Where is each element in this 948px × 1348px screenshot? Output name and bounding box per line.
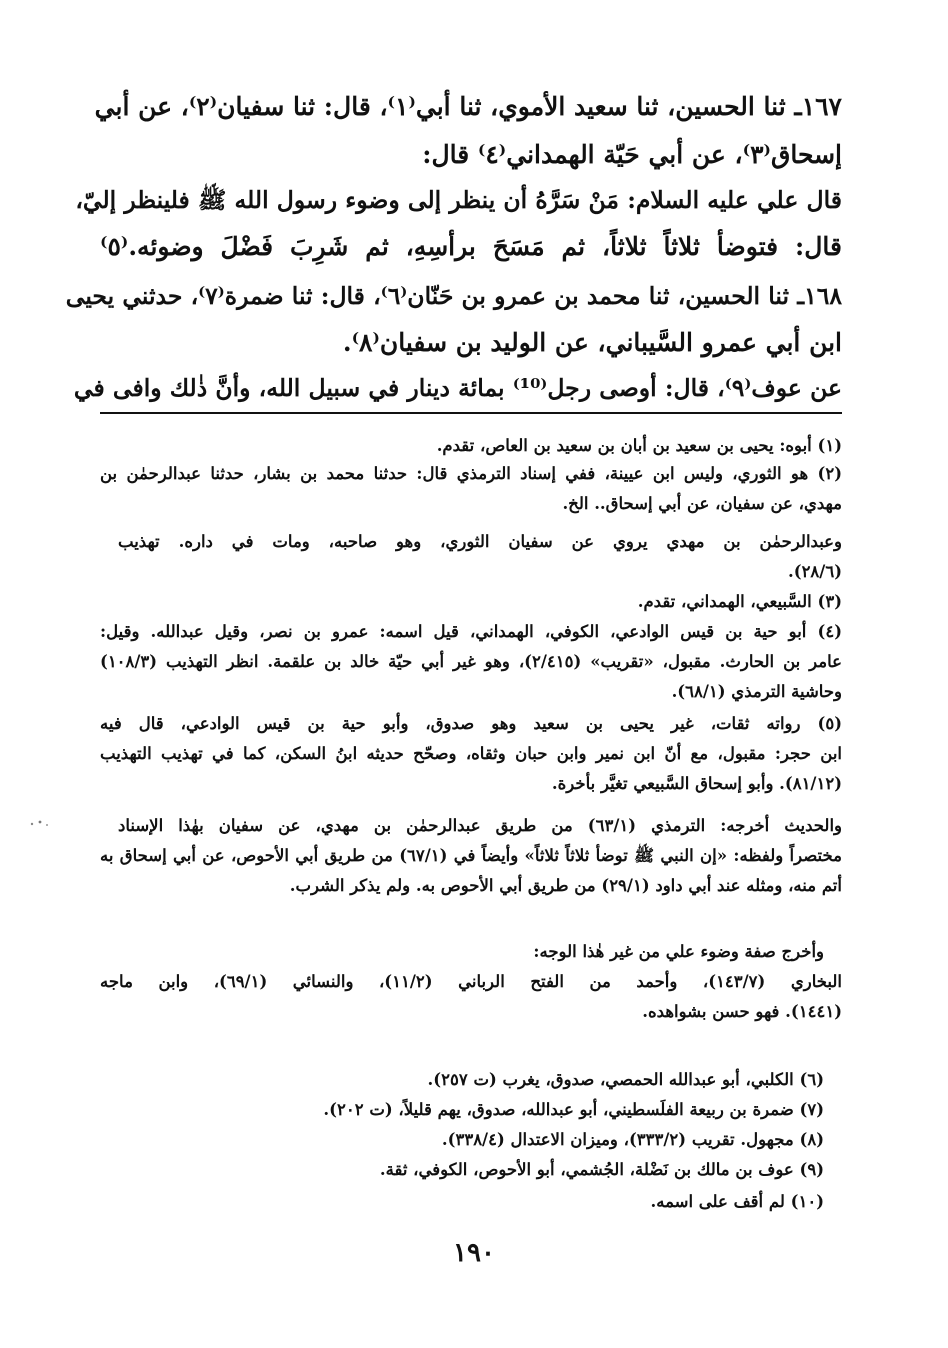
footnote-separator-rule (100, 412, 842, 414)
footnote-line: (١٤٤١). فهو حسن بشواهده. (642, 1002, 842, 1021)
main-line-1: ١٦٧ـ ثنا الحسين، ثنا سعيد الأموي، ثنا أبي⁽١⁾، قال: ثنا سفيان⁽٢⁾، عن أبي (94, 92, 842, 121)
footnote-line: (٤) أبو حية بن قيس الوادعي، الكوفي، الهمداني، قيل اسمه: عمرو بن نصر، وقيل عبدالله. وقيل: (100, 622, 842, 641)
main-line-4: قال: فتوضأ ثلاثاً ثلاثاً، ثم مَسَحَ برأسِهِ، ثم شَرِبَ فَضْلَ وضوئه.⁽٥⁾ (100, 232, 842, 261)
main-line-2: إسحاق⁽٣⁾، عن أبي حَيّة الهمداني⁽٤⁾ قال: (422, 140, 842, 169)
footnote-line: (٥) رواته ثقات، غير يحيى بن سعيد وهو صدوق، وأبو حية بن قيس الوادعي، قال فيه (100, 714, 842, 733)
footnote-line: عامر بن الحارث. مقبول، «تقريب» (٢/٤١٥)، وهو غير أبي حيّة خالد بن علقمة. انظر التهذيب (١٠٨/٣) (100, 652, 843, 671)
footnote-line: (١) أبوه: يحيى بن سعيد بن أبان بن سعيد بن العاص، تقدم. (436, 436, 842, 455)
footnote-line: (٢٨/٦). (788, 562, 842, 581)
footnote-line: (٨) مجهول. تقريب (٣٣٣/٢)، وميزان الاعتدال (٣٣٨/٤). (441, 1130, 824, 1149)
footnote-line: أتم منه، ومثله عند أبي داود (٢٩/١) من طريق أبي الأحوص به. ولم يذكر الشرب. (289, 876, 842, 895)
footnote-line: وحاشية الترمذي (٦٨/١). (671, 682, 842, 701)
main-line-3: قال علي عليه السلام: مَنْ سَرَّهُ أن ينظر إلى وضوء رسول الله ﷺ فلينظر إليّ، (75, 186, 842, 214)
footnote-line: ابن حجر: مقبول، مع أنّ ابن نمير وابن حبان وثقاه، وصحّح حديثه ابنُ السكن، كما في تهذيب التهذيب (100, 744, 842, 763)
main-line-7: عن عوف⁽٩⁾، قال: أوصى رجل⁽¹⁰⁾ بمائة دينار في سبيل الله، وأنَّ ذٰلك وافى في (73, 374, 842, 402)
footnote-line: وأخرج صفة وضوء علي من غير هٰذا الوجه: (533, 942, 824, 961)
footnote-line: (٦) الكلبي، أبو عبدالله الحمصي، صدوق، يغرب (ت ٢٥٧). (427, 1070, 824, 1089)
footnote-line: (٢) هو الثوري، وليس ابن عيينة، ففي إسناد الترمذي قال: حدثنا محمد بن بشار، حدثنا عبدالرحمٰن بن (100, 464, 842, 483)
main-line-6: ابن أبي عمرو السَّيباني، عن الوليد بن سفيان⁽٨⁾. (342, 328, 842, 357)
footnote-line: البخاري (١٤٣/٧)، وأحمد من الفتح الرباني (١١/٢)، والنسائي (٦٩/١)، وابن ماجه (100, 972, 842, 991)
footnote-line: مختصراً ولفظه: «إن النبي ﷺ توضأ ثلاثاً ثلاثاً» وأيضاً في (٦٧/١) من طريق أبي الأحوص، عن أبي إسحاق به (100, 846, 842, 865)
footnote-line: وعبدالرحمٰن بن مهدي يروي عن سفيان الثوري، وهو صاحبه، ومات في داره. تهذيب (118, 532, 842, 551)
footnote-line: والحديث أخرجه: الترمذي (٦٣/١) من طريق عبدالرحمٰن بن مهدي، عن سفيان بهٰذا الإسناد (118, 816, 843, 835)
main-line-5: ١٦٨ـ ثنا الحسين، ثنا محمد بن عمرو بن حَنّان⁽٦⁾، قال: ثنا ضمرة⁽٧⁾، حدثني يحيى (65, 282, 842, 310)
footnote-line: (٩) عوف بن مالك بن نَضْلة، الجُشمي، أبو الأحوص، الكوفي، ثقة. (379, 1160, 824, 1179)
footnote-line: (٧) ضمرة بن ربيعة الفلَسطيني، أبو عبدالله، صدوق، يهم قليلاً، (ت ٢٠٢). (323, 1100, 824, 1119)
footnote-line: (٨١/١٢). وأبو إسحاق السَّبيعي تغيَّر بأخرة. (551, 774, 842, 793)
page-number: ١٩٠ (453, 1238, 495, 1268)
footnote-line: (١٠) لم أقف على اسمه. (650, 1192, 824, 1211)
footnote-line: مهدي، عن سفيان، عن أبي إسحاق.. الخ. (562, 494, 842, 513)
scan-speck-mark (28, 818, 52, 828)
footnote-line: (٣) السَّبيعي، الهمداني، تقدم. (637, 592, 842, 611)
